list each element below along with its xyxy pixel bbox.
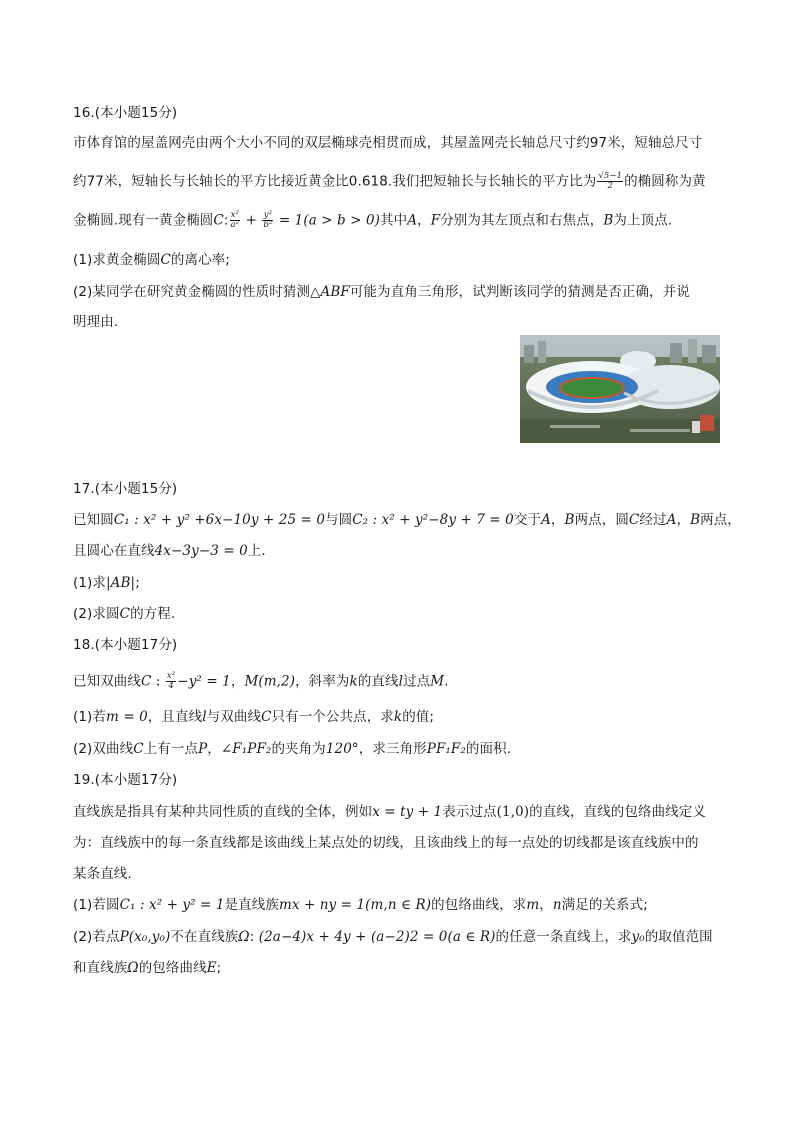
q17-header: 17.(本小题15分)	[73, 481, 178, 497]
q19-header: 19.(本小题17分)	[73, 772, 178, 788]
q16-line1: 市体育馆的屋盖网壳由两个大小不同的双层椭球壳相贯而成，其屋盖网壳长轴总尺寸约97米，短轴总尺寸	[73, 135, 703, 151]
q16-line3: 金椭圆.现有一黄金椭圆C: $\frac{\text{x²}}{\text{a²}}$ + $\frac{\text{y²}}{\text{b²}}$ = 1(a > b > 0)其中A，F分别为其左顶点和右焦点，B为上顶点.	[73, 210, 673, 230]
q19-part1: (1)若圆C₁ : x² + y² = 1是直线族mx + ny = 1(m,n ∈ R)的包络曲线，求m，n满足的关系式;	[73, 897, 648, 913]
q17-part1: (1)求|AB|;	[73, 575, 140, 591]
q19-line3: 某条直线.	[73, 866, 132, 882]
q18-part1: (1)若m = 0，且直线l与双曲线C只有一个公共点，求k的值;	[73, 709, 435, 725]
golden-ratio-fraction: $\frac{√5-1}{2}$	[598, 171, 623, 191]
q19-part2: (2)若点P(x₀,y₀)不在直线族Ω: (2a−4)x + 4y + (a−2)2 = 0(a ∈ R)的任意一条直线上，求y₀的取值范围	[73, 929, 713, 945]
q18-line1: 已知双曲线C : $\frac{\text{x²}}{4}$ −y² = 1，M(m,2)，斜率为k的直线l过点M.	[73, 671, 449, 691]
q19-line1: 直线族是指具有某种共同性质的直线的全体，例如x = ty + 1表示过点(1,0)的直线，直线的包络曲线定义	[73, 804, 706, 820]
q18-part2: (2)双曲线C上有一点P，∠F₁PF₂的夹角为120°，求三角形PF₁F₂的面积.	[73, 741, 512, 757]
q17-line1: 已知圆C₁ : x² + y² +6x−10y + 25 = 0与圆C₂ : x² + y²−8y + 7 = 0交于A，B两点，圆C经过A，B两点，	[73, 512, 741, 528]
ellipse-y-term: $\frac{\text{y²}}{\text{b²}}$	[263, 210, 273, 230]
q16-part2-cont: 明理由.	[73, 314, 119, 330]
q17-line2: 且圆心在直线4x−3y−3 = 0上.	[73, 543, 266, 559]
q16-line2: 约77米，短轴长与长轴长的平方比接近黄金比0.618.我们把短轴长与长轴长的平方比为 $\frac{√5-1}{2}$ 的椭圆称为黄	[73, 171, 706, 191]
q16-part1: (1)求黄金椭圆C的离心率;	[73, 252, 230, 268]
q16-header: 16.(本小题15分)	[73, 105, 178, 121]
q16-part2: (2)某同学在研究黄金椭圆的性质时猜测△ABF可能为直角三角形，试判断该同学的猜测是否正确，并说	[73, 284, 690, 300]
ellipse-x-term: $\frac{\text{x²}}{\text{a²}}$	[230, 210, 240, 230]
stadium-photo	[520, 335, 720, 443]
q19-line2: 为：直线族中的每一条直线都是该曲线上某点处的切线，且该曲线上的每一点处的切线都是该直线族中的	[73, 835, 699, 851]
hyperbola-x-term: $\frac{\text{x²}}{4}$	[166, 671, 176, 691]
q19-part2-cont: 和直线族Ω的包络曲线E;	[73, 960, 222, 976]
q17-part2: (2)求圆C的方程.	[73, 606, 176, 622]
q18-header: 18.(本小题17分)	[73, 637, 178, 653]
